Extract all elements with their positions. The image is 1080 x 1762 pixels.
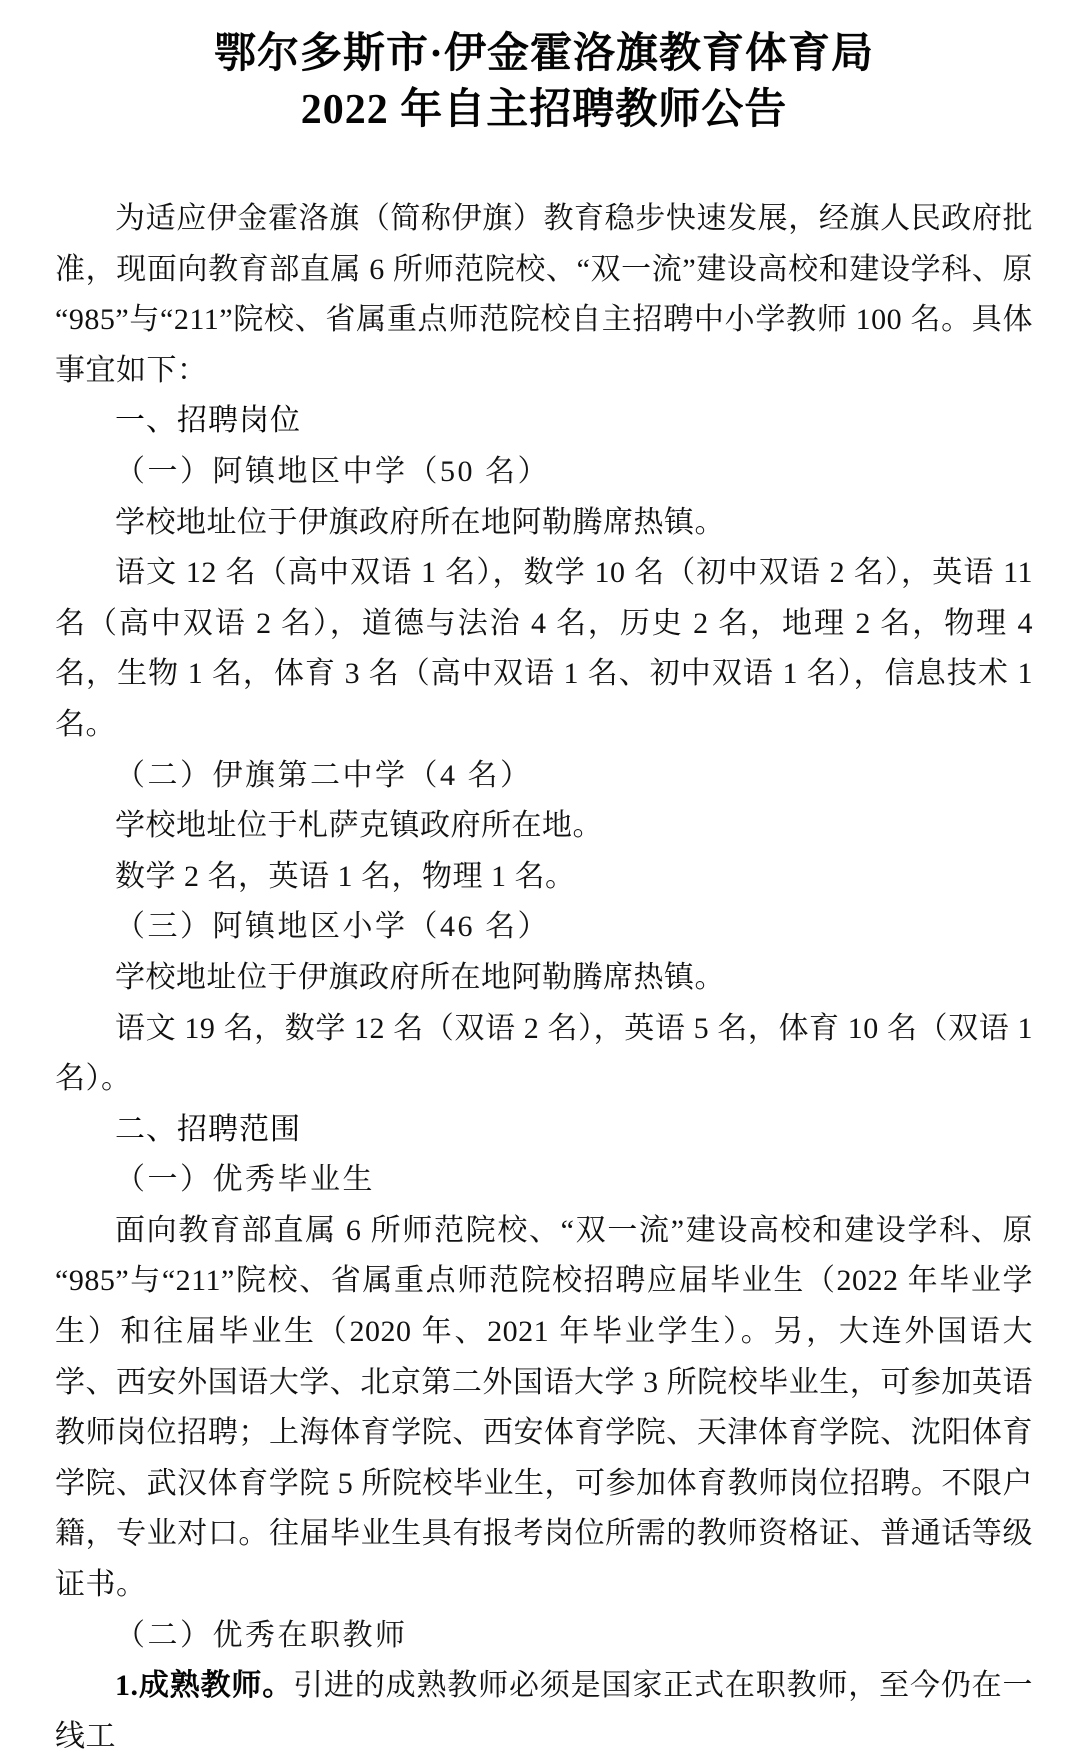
mature-teacher-lead: 1.成熟教师。 bbox=[115, 1669, 294, 1703]
document-title-line1: 鄂尔多斯市·伊金霍洛旗教育体育局 bbox=[213, 31, 874, 77]
section-1-2-heading: （二）伊旗第二中学（4 名） bbox=[115, 758, 533, 792]
section-1-1-heading: （一）阿镇地区中学（50 名） bbox=[115, 454, 550, 488]
section-1-1-posts: 语文 12 名（高中双语 1 名），数学 10 名（初中双语 2 名），英语 11 名（高中双语 2 名），道德与法治 4 名，历史 2 名，地理 2 名，物理 4 名，生物 1 名，体育 3 名（高中双语 1 名、初中双语 1 名），信息技术 1 名。 bbox=[55, 556, 1033, 741]
section-2-heading: 二、招聘范围 bbox=[115, 1112, 301, 1146]
section-1-heading: 一、招聘岗位 bbox=[115, 404, 301, 438]
section-1-2-posts: 数学 2 名，英语 1 名，物理 1 名。 bbox=[115, 859, 576, 893]
intro-paragraph: 为适应伊金霍洛旗（简称伊旗）教育稳步快速发展，经旗人民政府批准，现面向教育部直属 6 所师范院校、“双一流”建设高校和建设学科、原“985”与“211”院校、省属重点师范院校自主招聘中小学教师 100 名。具体事宜如下： bbox=[55, 202, 1033, 387]
section-2-2-heading: （二）优秀在职教师 bbox=[115, 1618, 408, 1652]
section-2-1-heading: （一）优秀毕业生 bbox=[115, 1163, 375, 1197]
section-1-3-posts: 语文 19 名，数学 12 名（双语 2 名），英语 5 名，体育 10 名（双语 1 名）。 bbox=[55, 1011, 1033, 1096]
section-1-2-address: 学校地址位于札萨克镇政府所在地。 bbox=[115, 809, 603, 843]
section-2-1-text: 面向教育部直属 6 所师范院校、“双一流”建设高校和建设学科、原“985”与“211”院校、省属重点师范院校招聘应届毕业生（2022 年毕业学生）和往届毕业生（2020 年、2021 年毕业学生）。另，大连外国语大学、西安外国语大学、北京第二外国语大学 3 所院校毕业生，可参加英语教师岗位招聘；上海体育学院、西安体育学院、天津体育学院、沈阳体育学院、武汉体育学院 5 所院校毕业生，可参加体育教师岗位招聘。不限户籍，专业对口。往届毕业生具有报考岗位所需的教师资格证、普通话等级证书。 bbox=[55, 1213, 1033, 1602]
mature-teacher-paragraph bbox=[55, 1661, 1033, 1762]
section-1-1-address: 学校地址位于伊旗政府所在地阿勒腾席热镇。 bbox=[115, 505, 725, 539]
section-1-3-heading: （三）阿镇地区小学（46 名） bbox=[115, 910, 550, 944]
document-title-line2: 2022 年自主招聘教师公告 bbox=[300, 87, 788, 133]
mature-teacher-text: 引进的成熟教师必须是国家正式在职教师，至今仍在一线工 bbox=[55, 1669, 1034, 1753]
section-1-3-address: 学校地址位于伊旗政府所在地阿勒腾席热镇。 bbox=[115, 960, 725, 994]
document-title bbox=[55, 26, 1033, 138]
